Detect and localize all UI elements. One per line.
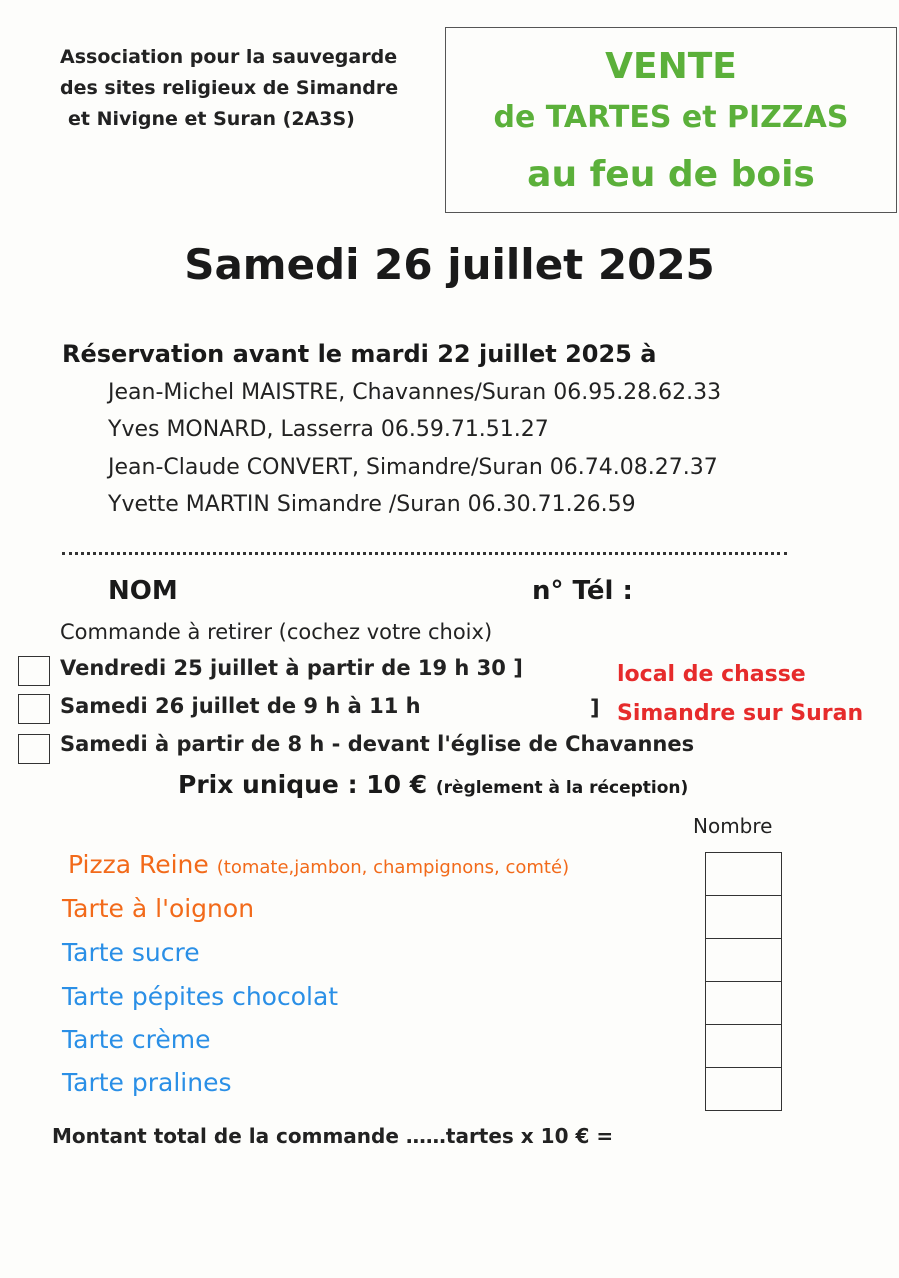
- price-line: [178, 770, 688, 799]
- quantity-cell-tarte-oignon[interactable]: [706, 896, 781, 939]
- item-tarte-sucre: Tarte sucre: [62, 938, 200, 967]
- tel-label: n° Tél :: [532, 576, 633, 606]
- quantity-cell-tarte-pralines[interactable]: [706, 1068, 781, 1111]
- headline-feu-de-bois: au feu de bois: [527, 154, 815, 195]
- contact-monard: Yves MONARD, Lasserra 06.59.71.51.27: [108, 417, 549, 442]
- option-samedi-eglise: Samedi à partir de 8 h - devant l'église de Chavannes: [60, 732, 695, 756]
- association-name: [60, 42, 398, 135]
- price-label: Prix unique : 10 €: [178, 770, 428, 799]
- checkbox-samedi-matin[interactable]: [18, 694, 50, 724]
- association-line-1: Association pour la sauvegarde: [60, 46, 398, 68]
- quantity-cell-tarte-sucre[interactable]: [706, 939, 781, 982]
- reservation-title: Réservation avant le mardi 22 juillet 2025 à: [62, 340, 657, 368]
- location-simandre: Simandre sur Suran: [617, 701, 864, 726]
- item-desc: (tomate,jambon, champignons, comté): [216, 857, 570, 878]
- item-tarte-pralines: Tarte pralines: [62, 1068, 232, 1097]
- quantity-cell-tarte-chocolat[interactable]: [706, 982, 781, 1025]
- contact-martin: Yvette MARTIN Simandre /Suran 06.30.71.26.59: [108, 492, 636, 517]
- quantity-grid: [705, 852, 782, 1111]
- cut-line: [62, 552, 787, 555]
- item-name: Pizza Reine: [68, 850, 209, 879]
- association-line-3: et Nivigne et Suran (2A3S): [68, 108, 355, 130]
- location-local-chasse: local de chasse: [617, 662, 806, 687]
- contact-maistre: Jean-Michel MAISTRE, Chavannes/Suran 06.95.28.62.33: [108, 380, 722, 405]
- checkbox-vendredi[interactable]: [18, 656, 50, 686]
- item-tarte-chocolat: Tarte pépites chocolat: [62, 982, 339, 1011]
- event-date: Samedi 26 juillet 2025: [184, 240, 715, 289]
- item-tarte-creme: Tarte crème: [62, 1025, 211, 1054]
- headline-tartes-pizzas: de TARTES et PIZZAS: [493, 100, 849, 135]
- total-line: Montant total de la commande ……tartes x 10 € =: [52, 1124, 614, 1148]
- headline-vente: VENTE: [605, 46, 737, 87]
- nombre-label: Nombre: [693, 814, 773, 838]
- item-tarte-oignon: Tarte à l'oignon: [62, 894, 255, 923]
- item-pizza-reine: [68, 850, 569, 879]
- bracket-close: ]: [590, 696, 600, 720]
- commande-label: Commande à retirer (cochez votre choix): [60, 620, 493, 644]
- association-line-2: des sites religieux de Simandre: [60, 77, 399, 99]
- contact-convert: Jean-Claude CONVERT, Simandre/Suran 06.74.08.27.37: [108, 455, 718, 480]
- quantity-cell-tarte-creme[interactable]: [706, 1025, 781, 1068]
- checkbox-samedi-eglise[interactable]: [18, 734, 50, 764]
- headline-box: [445, 27, 897, 213]
- price-note: (règlement à la réception): [435, 778, 689, 798]
- option-samedi-matin: Samedi 26 juillet de 9 h à 11 h: [60, 694, 421, 718]
- quantity-cell-pizza-reine[interactable]: [706, 853, 781, 896]
- nom-label: NOM: [108, 576, 178, 606]
- option-vendredi: Vendredi 25 juillet à partir de 19 h 30 ]: [60, 656, 523, 680]
